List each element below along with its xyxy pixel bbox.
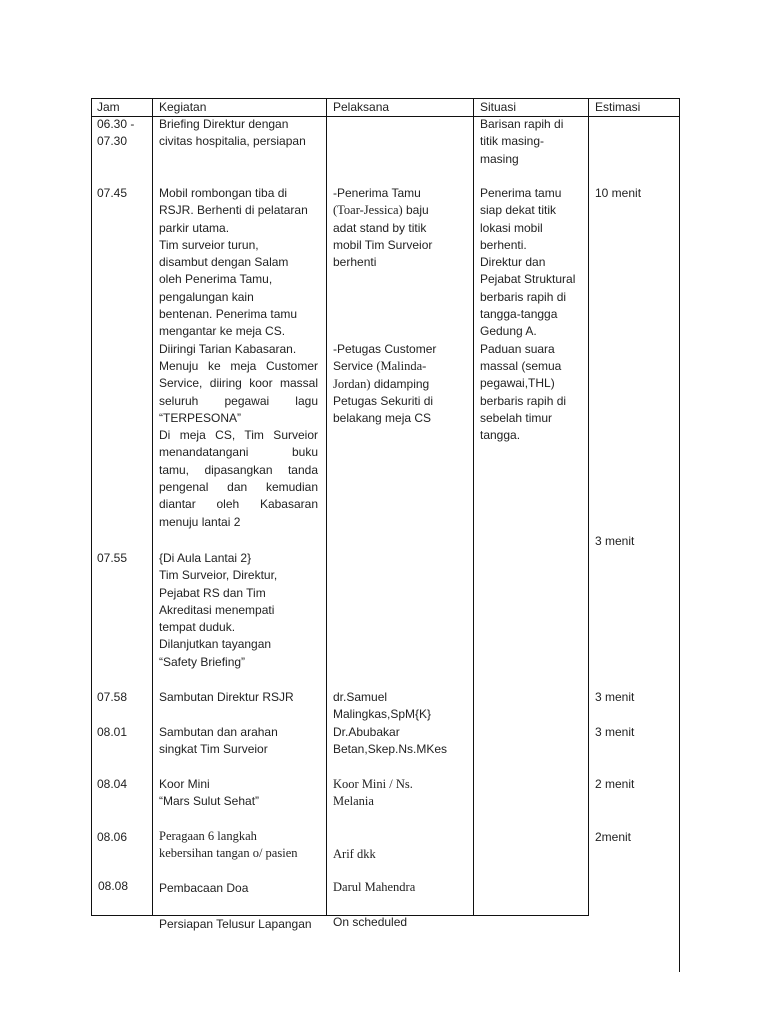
header-jam: Jam — [97, 100, 120, 114]
row-5-pelaksana: Dr.Abubakar Betan,Skep.Ns.MKes — [333, 725, 448, 757]
row-7-jam: 08.06 — [97, 830, 128, 844]
row-7-estimasi: 2menit — [595, 830, 632, 844]
header-kegiatan: Kegiatan — [159, 100, 207, 114]
column-border-right — [679, 98, 680, 972]
row-2-pelaksana-customer-service: -Petugas Customer Service (Malinda- Jordan) didamping Petugas Sekuriti di belakang meja CS — [333, 342, 437, 426]
row-2-kegiatan-part1: Mobil rombongan tiba di RSJR. Berhenti di pelataran parkir utama. Tim surveior turun, disambut dengan Salam oleh Penerima Tamu, pengalungan kain bentenan. Penerima tamu mengantar ke meja CS. Diiringi Tarian Kabasaran. — [159, 186, 308, 356]
row-3-kegiatan: {Di Aula Lantai 2} Tim Surveior, Direktur, Pejabat RS dan Tim Akreditasi menempati tempat duduk. Dilanjutkan tayangan “Safety Briefing” — [159, 551, 278, 669]
row-7-pelaksana: Arif dkk — [333, 847, 376, 861]
row-3-estimasi: 3 menit — [595, 534, 635, 548]
row-9-kegiatan: Persiapan Telusur Lapangan — [159, 917, 312, 931]
row-8-pelaksana: Darul Mahendra — [333, 880, 416, 894]
row-2-jam: 07.45 — [97, 186, 128, 200]
row-1-situasi: Barisan rapih di titik masing- masing — [480, 117, 564, 166]
row-5-estimasi: 3 menit — [595, 725, 635, 739]
row-6-kegiatan: Koor Mini “Mars Sulut Sehat” — [159, 777, 260, 809]
header-estimasi: Estimasi — [595, 100, 641, 114]
row-3-jam: 07.55 — [97, 551, 128, 565]
row-4-kegiatan: Sambutan Direktur RSJR — [159, 690, 294, 704]
row-9-pelaksana: On scheduled — [333, 915, 408, 929]
row-2-estimasi: 10 menit — [595, 186, 642, 200]
column-border-situasi — [588, 98, 589, 916]
row-2-pelaksana-penerima-tamu: -Penerima Tamu (Toar-Jessica) baju adat stand by titik mobil Tim Surveior berhenti — [333, 186, 433, 270]
header-situasi: Situasi — [480, 100, 517, 114]
column-border-left — [91, 98, 92, 916]
column-border-pelaksana — [473, 98, 474, 916]
column-border-kegiatan — [326, 98, 327, 916]
row-8-kegiatan: Pembacaan Doa — [159, 881, 249, 895]
row-4-estimasi: 3 menit — [595, 690, 635, 704]
row-6-jam: 08.04 — [97, 777, 128, 791]
row-8-jam: 08.08 — [98, 879, 129, 893]
row-4-jam: 07.58 — [97, 690, 128, 704]
row-6-estimasi: 2 menit — [595, 777, 635, 791]
row-5-kegiatan: Sambutan dan arahan singkat Tim Surveior — [159, 725, 278, 757]
row-2-kegiatan-part2: Menuju ke meja Customer Service, diiring koor massal seluruh pegawai lagu “TERPESONA” Di meja CS, Tim Surveior menandatangani buku tamu, dipasangkan tanda pengenal dan kemudian diantar oleh Kabasaran menuju lantai 2 — [159, 359, 318, 529]
row-7-kegiatan: Peragaan 6 langkah kebersihan tangan o/ pasien — [159, 829, 298, 861]
row-4-pelaksana: dr.Samuel Malingkas,SpM{K} — [333, 690, 432, 722]
row-5-jam: 08.01 — [97, 725, 128, 739]
row-2-situasi: Penerima tamu siap dekat titik lokasi mobil berhenti. Direktur dan Pejabat Struktural berbaris rapih di tangga-tangga Gedung A. Paduan suara massal (semua pegawai,THL) berbaris rapih di sebelah timur tangga. — [480, 186, 576, 443]
row-6-pelaksana: Koor Mini / Ns. Melania — [333, 777, 413, 809]
row-1-jam: 06.30 - 07.30 — [97, 117, 135, 149]
row-1-kegiatan: Briefing Direktur dengan civitas hospitalia, persiapan — [159, 117, 306, 149]
column-border-jam — [152, 98, 153, 916]
header-pelaksana: Pelaksana — [333, 100, 390, 114]
